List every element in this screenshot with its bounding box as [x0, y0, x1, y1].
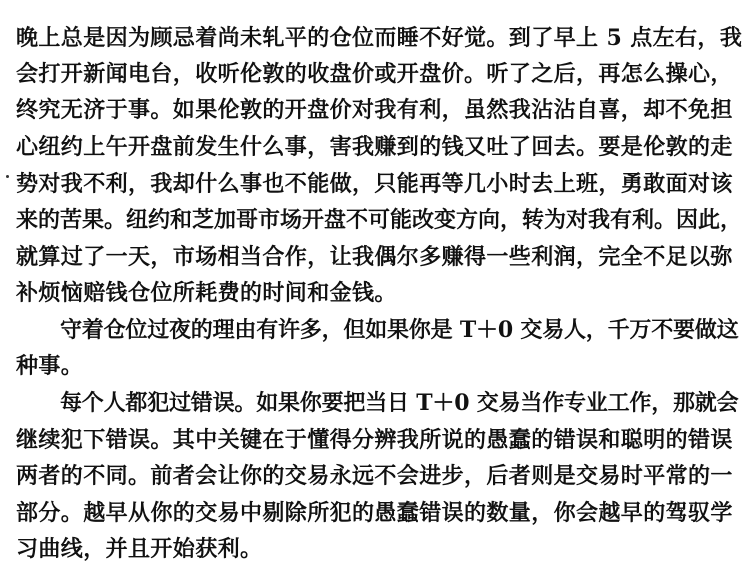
paragraph-2-line-2: 种事。 — [16, 353, 84, 379]
paragraph-3-line-5: 习曲线，并且开始获利。 — [16, 536, 263, 562]
paragraph-1-line-8: 补烦恼赔钱仓位所耗费的时间和金钱。 — [16, 280, 397, 306]
paragraph-1-line-2: 会打开新闻电台，收听伦敦的收盘价或开盘价。听了之后，再怎么操心， — [16, 61, 733, 87]
paragraph-3-line-2: 继续犯下错误。其中关键在于懂得分辨我所说的愚蠢的错误和聪明的错误 — [16, 427, 733, 453]
paragraph-1-line-4: 心纽约上午开盘前发生什么事，害我赚到的钱又吐了回去。要是伦敦的走 — [16, 134, 733, 160]
paragraph-2-line-1: 守着仓位过夜的理由有许多，但如果你是 T＋0 交易人，千万不要做这 — [60, 317, 739, 343]
paragraph-3-line-3: 两者的不同。前者会让你的交易永远不会进步，后者则是交易时平常的一 — [16, 463, 733, 489]
paragraph-1-line-3: 终究无济于事。如果伦敦的开盘价对我有利，虽然我沾沾自喜，却不免担 — [16, 97, 733, 123]
paragraph-1-line-6: 来的苦果。纽约和芝加哥市场开盘不可能改变方向，转为对我有利。因此， — [16, 207, 743, 233]
paragraph-1-line-7: 就算过了一天，市场相当合作，让我偶尔多赚得一些利润，完全不足以弥 — [16, 244, 733, 270]
stray-ink-mark — [6, 175, 9, 178]
paragraph-3-line-4: 部分。越早从你的交易中剔除所犯的愚蠢错误的数量，你会越早的驾驭学 — [16, 500, 733, 526]
paragraph-1-line-5: 势对我不利，我却什么事也不能做，只能再等几小时去上班，勇敢面对该 — [16, 171, 733, 197]
paragraph-3-line-1: 每个人都犯过错误。如果你要把当日 T＋0 交易当作专业工作，那就会 — [60, 390, 739, 416]
paragraph-1-line-1: 晚上总是因为顾忌着尚未轧平的仓位而睡不好觉。到了早上 5 点左右，我 — [16, 25, 743, 51]
